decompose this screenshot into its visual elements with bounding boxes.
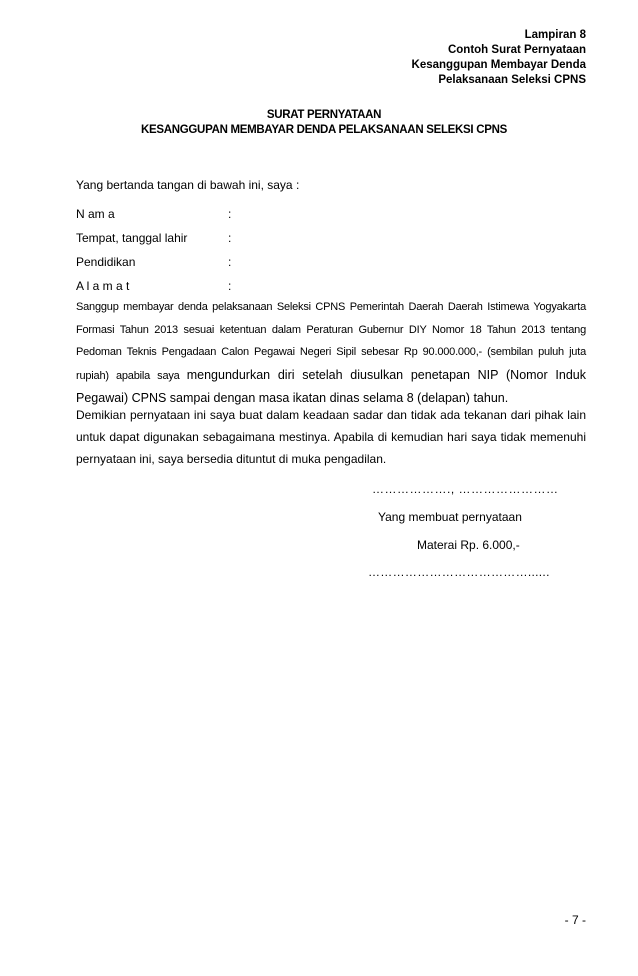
page-number: - 7 - <box>564 913 586 927</box>
attachment-number: Lampiran 8 <box>524 29 586 41</box>
field-label-name: N am a <box>76 207 115 221</box>
signatory-label: Yang membuat pernyataan <box>378 510 522 524</box>
attachment-title-line2: Kesanggupan Membayar Denda <box>411 59 586 71</box>
field-label-birth: Tempat, tanggal lahir <box>76 231 188 245</box>
field-row-education <box>76 255 238 279</box>
statement-paragraph <box>76 296 586 411</box>
attachment-title-line1: Contoh Surat Pernyataan <box>447 44 586 56</box>
field-label-education: Pendidikan <box>76 255 136 269</box>
signature-name-line: …………………………………...... <box>368 565 550 579</box>
field-colon: : <box>228 279 232 293</box>
statement-tail-text: mengundurkan diri setelah diusulkan penetapan NIP (Nomor Induk Pegawai) CPNS sampai dengan masa ikatan dinas selama 8 (delapan) tahun. <box>76 367 586 405</box>
document-title: SURAT PERNYATAAN <box>266 109 382 121</box>
stamp-duty-note: Materai Rp. 6.000,- <box>417 538 520 552</box>
attachment-header <box>286 28 586 88</box>
place-date-line: ………………., …………………… <box>372 482 559 496</box>
attachment-title-line3: Pelaksanaan Seleksi CPNS <box>438 74 586 86</box>
identity-fields <box>76 207 238 303</box>
document-titles <box>0 108 638 138</box>
field-row-name <box>76 207 238 231</box>
field-colon: : <box>228 231 232 245</box>
statement-main-text: Sanggup membayar denda pelaksanaan Seleksi CPNS Pemerintah Daerah Daerah Istimewa Yogyakarta Formasi Tahun 2013 sesuai ketentuan dalam Peraturan Gubernur DIY Nomor 18 Tahun 2013 tentang Pedoman Teknis Pengadaan Calon Pegawai Negeri Sipil sebesar Rp 90.000.000,- (sembilan puluh juta rupiah) apabila saya <box>76 301 586 382</box>
field-label-address: A l a m a t <box>76 279 130 293</box>
field-colon: : <box>228 255 232 269</box>
field-colon: : <box>228 207 232 221</box>
document-subtitle: KESANGGUPAN MEMBAYAR DENDA PELAKSANAAN SELEKSI CPNS <box>141 124 507 136</box>
closing-paragraph: Demikian pernyataan ini saya buat dalam keadaan sadar dan tidak ada tekanan dari pihak lain untuk dapat digunakan sebagaimana mestinya. Apabila di kemudian hari saya tidak memenuhi pernyataan ini, saya bersedia dituntut di muka pengadilan. <box>76 408 586 466</box>
intro-text: Yang bertanda tangan di bawah ini, saya : <box>76 178 300 192</box>
field-row-birth <box>76 231 238 255</box>
